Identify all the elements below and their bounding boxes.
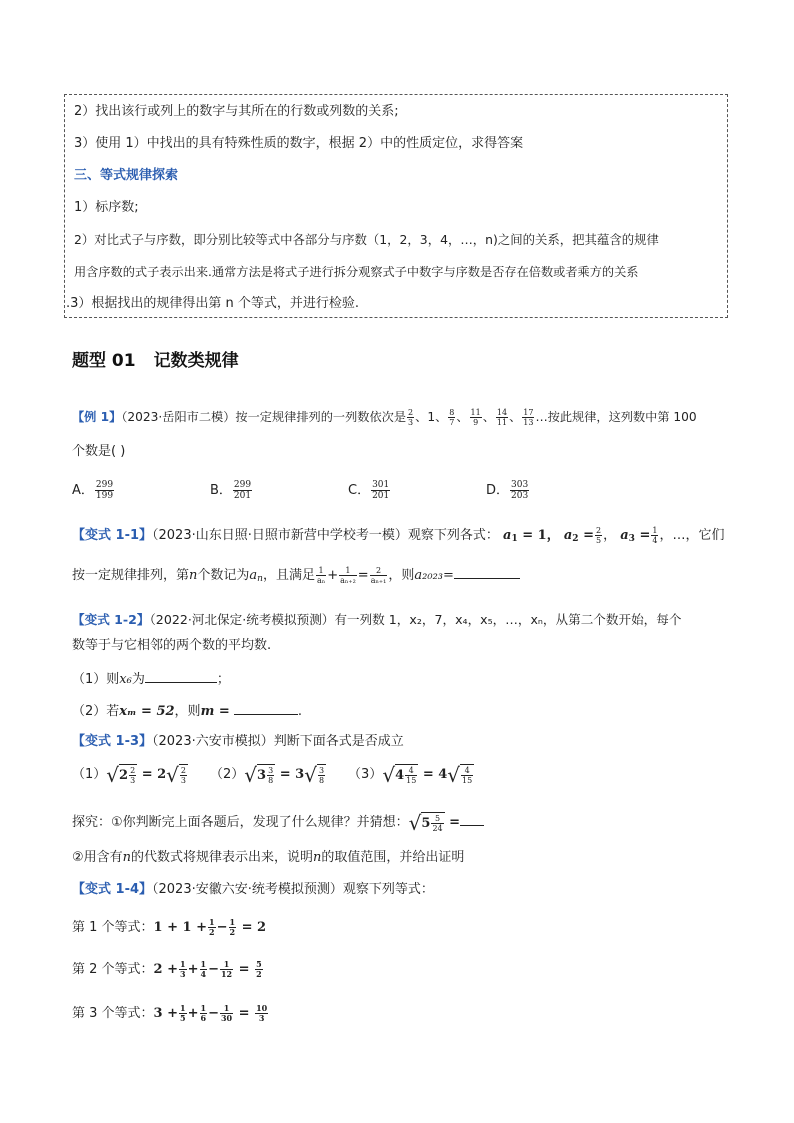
radical	[447, 764, 474, 785]
denominator: 9	[473, 418, 479, 427]
variant-1-1-a2: $a_2$ =	[563, 528, 594, 544]
fraction	[129, 766, 136, 785]
option-label: C．	[348, 483, 371, 498]
denominator: 2	[229, 927, 236, 937]
equation-label: 第 1 个等式：	[72, 920, 154, 935]
fraction	[371, 480, 390, 501]
option-a[interactable]	[72, 480, 210, 501]
numerator: 1	[220, 1004, 233, 1014]
numerator: 1	[209, 917, 215, 927]
variant-1-2-line-2: 数等于与它相邻的两个数的平均数.	[72, 638, 272, 653]
fraction	[267, 766, 274, 785]
separator: 、	[415, 410, 428, 424]
variant-1-1-a3: $a_3$ =	[620, 528, 651, 544]
denominator: 15	[462, 776, 473, 785]
item-label: （2）	[210, 767, 245, 782]
denominator: 2	[209, 927, 215, 937]
fraction	[405, 766, 417, 785]
equals: =	[418, 767, 439, 782]
example-1-tag: 【例 1】	[72, 410, 122, 424]
fraction	[179, 1004, 187, 1023]
coefficient: 3	[295, 767, 305, 782]
example-1-intro: （2023·岳阳市二模）按一定规律排列的一列数依次是	[121, 410, 407, 424]
variant-1-2-tag: 【变式 1-2】	[72, 612, 150, 627]
section-title	[72, 346, 239, 371]
denominator: 8	[268, 776, 274, 785]
numerator: 2	[180, 766, 187, 775]
term: 1 + 1 +	[153, 920, 208, 935]
radicand	[317, 764, 326, 785]
denominator: 8	[318, 776, 325, 785]
fraction	[496, 408, 508, 427]
denominator: 3	[408, 418, 414, 427]
denominator: 201	[233, 491, 252, 501]
variant-1-2-xm-eq: xₘ = 52	[119, 704, 175, 719]
variant-1-1-frac-2: $\frac{1}{\text{aₙ₊₂}}$	[340, 566, 356, 585]
option-label: D．	[486, 483, 510, 498]
separator: 、	[435, 410, 448, 424]
denominator: 15	[406, 776, 417, 785]
denominator: 13	[523, 418, 534, 427]
example-1-line-2: 个数是( )	[72, 444, 126, 459]
variant-1-2-q2: （2）若xₘ = 52，则m = .	[72, 704, 303, 719]
separator: 、	[456, 410, 469, 424]
numerator: 303	[511, 480, 529, 490]
box-line-3: 1）标序数;	[74, 200, 139, 215]
example-1-line-1	[72, 408, 697, 427]
denominator: 201	[372, 491, 390, 501]
radical-sign: √	[304, 762, 317, 787]
result: 2	[257, 920, 267, 935]
variant-1-1-tag: 【变式 1-1】	[72, 528, 153, 543]
radical	[166, 764, 188, 785]
equation-2	[72, 960, 264, 979]
numerator: 14	[496, 408, 508, 417]
radical-sign: √	[106, 762, 120, 787]
variant-1-2-text: （2022·河北保定·统考模拟预测）有一列数 1，x₂，7，x₄，x₅，…，xₙ，从第二个数开始，每个	[149, 612, 682, 627]
numerator: 1	[220, 960, 233, 970]
equals: =	[275, 767, 296, 782]
numerator: 1	[200, 959, 207, 969]
fraction	[180, 766, 187, 785]
op: +	[187, 1006, 199, 1021]
radical	[244, 764, 275, 785]
op: =	[234, 1006, 255, 1021]
numerator: 1	[180, 1003, 186, 1013]
fraction	[470, 408, 482, 427]
fraction	[461, 766, 473, 785]
equation-body	[153, 959, 264, 979]
numerator: 3	[318, 766, 325, 775]
variant-1-1-frac-3: $\frac{2}{\text{aₙ₊₁}}$	[370, 566, 387, 585]
variant-1-2-x6: x₆	[119, 672, 132, 687]
radicand	[179, 764, 188, 785]
denominator: 12	[220, 969, 233, 979]
numerator: 299	[95, 480, 114, 490]
section-number: 题型 01	[72, 351, 136, 371]
numerator: 4	[405, 766, 417, 776]
variant-1-1-a3-frac: $\frac{1}{4}$	[652, 526, 658, 545]
variant-1-1-an: $a_n$	[249, 568, 263, 584]
option-c[interactable]	[348, 480, 486, 501]
variant-1-1-a1: $a_1 = 1$，	[503, 528, 560, 544]
numerator: 1	[200, 1003, 207, 1013]
variant-1-3-tag: 【变式 1-3】	[72, 734, 153, 749]
denominator: 199	[95, 491, 114, 501]
denominator: 2	[256, 969, 262, 979]
denominator: 4	[200, 969, 207, 979]
radicand	[119, 764, 137, 785]
variant-1-1-frac-1: $\frac{1}{\text{aₙ}}$	[316, 566, 326, 585]
fraction	[255, 1004, 268, 1023]
box-line-2: 3）使用 1）中找出的具有特殊性质的数字，根据 2）中的性质定位，求得答案	[74, 136, 524, 151]
radical-sign: √	[244, 762, 258, 787]
denominator: 11	[496, 418, 508, 427]
op: +	[187, 962, 199, 977]
equation-3	[72, 1004, 269, 1023]
variant-1-1-line-2: 按一定规律排列，第n个数记为$a_n$，且满足 $\frac{1}{\text{aₙ}}$ + $\frac{1}{\text{aₙ₊₂}}$ = $\frac{2}{\text{aₙ₊₁}}$ ，则a₂₀₂₃=	[72, 566, 520, 587]
radicand	[460, 764, 474, 785]
fraction	[208, 918, 216, 937]
variant-1-1-target: a₂₀₂₃=	[414, 568, 454, 583]
separator: 、	[509, 410, 522, 424]
equation-1	[72, 918, 266, 937]
box-line-6: .3）根据找出的规律得出第 n 个等式，并进行检验.	[66, 296, 360, 311]
variant-1-3-explore: 探究：①你判断完上面各题后，发现了什么规律？并猜想：√5 $\frac{5}{24}$ =	[72, 812, 484, 833]
fraction	[522, 408, 534, 427]
option-label: B．	[210, 483, 232, 498]
box-line-5: 用含序数的式子表示出来.通常方法是将式子进行拆分观察式子中数字与序数是否存在倍数或者乘方的关系	[74, 265, 639, 279]
fraction	[510, 480, 529, 501]
op: −	[216, 920, 228, 935]
fraction	[318, 766, 325, 785]
numerator: 3	[268, 766, 274, 775]
radical-item	[72, 764, 188, 785]
denominator: 3	[258, 1013, 265, 1023]
equation-label: 第 2 个等式：	[72, 962, 154, 977]
radical-sign: √	[447, 762, 461, 787]
radical	[382, 764, 418, 785]
numerator: 1	[180, 959, 186, 969]
variant-1-4-text: （2023·安徽六安·统考模拟预测）观察下列等式：	[152, 882, 434, 897]
term: 3 +	[153, 1006, 179, 1021]
whole: 3	[257, 768, 267, 783]
radical-item	[210, 764, 326, 785]
separator: 、	[482, 410, 495, 424]
equation-label: 第 3 个等式：	[72, 1006, 154, 1021]
op: =	[234, 962, 255, 977]
radical-sign: √	[166, 762, 179, 787]
denominator: 203	[511, 491, 529, 501]
radical	[106, 764, 137, 785]
numerator: 301	[372, 480, 390, 490]
numerator: 1	[229, 917, 236, 927]
variant-1-4-tag: 【变式 1-4】	[72, 882, 153, 897]
equals: =	[137, 767, 158, 782]
numerator: 4	[461, 766, 473, 776]
numerator: 5	[256, 959, 262, 969]
denominator: 3	[130, 776, 136, 785]
coefficient: 2	[157, 767, 167, 782]
answer-blank[interactable]	[234, 702, 298, 715]
denominator: 6	[200, 1013, 207, 1023]
numerator: 299	[233, 480, 252, 490]
example-1-options	[72, 480, 592, 501]
whole: 4	[395, 768, 405, 783]
answer-blank[interactable]	[454, 566, 520, 579]
denominator: 7	[449, 418, 455, 427]
item-label: （1）	[72, 767, 107, 782]
term: 2 +	[153, 962, 179, 977]
radicand	[395, 764, 418, 785]
numerator: 10	[256, 1003, 268, 1013]
option-b[interactable]	[210, 480, 348, 501]
variant-1-3-text: （2023·六安市模拟）判断下面各式是否成立	[152, 734, 404, 749]
example-1-sequence	[406, 408, 535, 427]
variant-1-3-items	[72, 764, 496, 794]
equation-body	[153, 917, 267, 937]
variant-1-2-m: m =	[200, 704, 230, 719]
variant-1-3-line-1	[72, 734, 404, 750]
example-1-option-list	[72, 480, 624, 501]
fraction	[233, 480, 252, 501]
denominator: 30	[220, 1013, 233, 1023]
denominator: 5	[180, 1013, 186, 1023]
op: −	[208, 962, 219, 977]
variant-1-4-line-1	[72, 882, 434, 898]
fraction	[220, 1004, 233, 1023]
fraction	[448, 408, 455, 427]
variant-1-2-line-1	[72, 612, 681, 628]
box-heading: 三、等式规律探索	[74, 168, 179, 183]
numerator: 11	[470, 408, 481, 417]
answer-blank[interactable]	[460, 813, 484, 826]
radical-item	[348, 764, 474, 785]
numerator: 2	[130, 766, 136, 775]
denominator: 3	[180, 776, 187, 785]
op: =	[237, 920, 258, 935]
fraction	[95, 480, 114, 501]
coefficient: 4	[438, 767, 448, 782]
summary-box	[64, 94, 728, 318]
variant-1-3-line-3: ②用含有n的代数式将规律表示出来，说明n的取值范围，并给出证明	[72, 850, 465, 865]
numerator: 17	[523, 408, 534, 417]
fraction	[200, 1004, 208, 1023]
variant-1-1-n: n	[189, 568, 198, 583]
whole: 2	[119, 768, 129, 783]
radicand	[257, 764, 275, 785]
variant-1-2-q1: （1）则x₆为 ；	[72, 672, 230, 687]
option-label: A．	[72, 483, 94, 498]
option-d[interactable]	[486, 480, 624, 501]
box-line-4: 2）对比式子与序数，即分别比较等式中各部分与序数（1，2，3，4，…，n)之间的关系，把其蕴含的规律	[74, 232, 659, 247]
item-label: （3）	[348, 767, 383, 782]
variant-1-1-line-1: 【变式 1-1】（2023·山东日照·日照市新营中学校考一模）观察下列各式： $a_1 = 1$， $a_2$ = $\frac{2}{5}$ ， $a_3$ = $\frac{1}{4}$ ，…，它们	[72, 526, 725, 545]
numerator: 8	[449, 408, 455, 417]
box-line-1: 2）找出该行或列上的数字与其所在的行数或列数的关系;	[74, 104, 399, 119]
variant-1-1-a2-frac: $\frac{2}{5}$	[595, 526, 602, 545]
denominator: 3	[180, 969, 186, 979]
radical-sign: √	[382, 762, 396, 787]
op: −	[208, 1006, 219, 1021]
variant-1-1-intro: （2023·山东日照·日照市新营中学校考一模）观察下列各式：	[152, 528, 499, 543]
numerator: 2	[408, 408, 414, 417]
section-name: 记数类规律	[153, 351, 239, 371]
fraction	[179, 960, 187, 979]
radical	[304, 764, 326, 785]
fraction	[220, 960, 233, 979]
fraction	[255, 960, 263, 979]
example-1-tail: …按此规律，这列数中第 100	[535, 410, 697, 424]
answer-blank[interactable]	[145, 670, 217, 683]
equation-body	[153, 1003, 270, 1023]
fraction	[407, 408, 414, 427]
fraction	[229, 918, 237, 937]
fraction	[200, 960, 208, 979]
variant-1-1-tail: ，…，它们	[659, 528, 725, 543]
sequence-term: 1	[427, 410, 436, 424]
variant-1-3-guess-sqrt: √5 $\frac{5}{24}$	[408, 810, 443, 835]
